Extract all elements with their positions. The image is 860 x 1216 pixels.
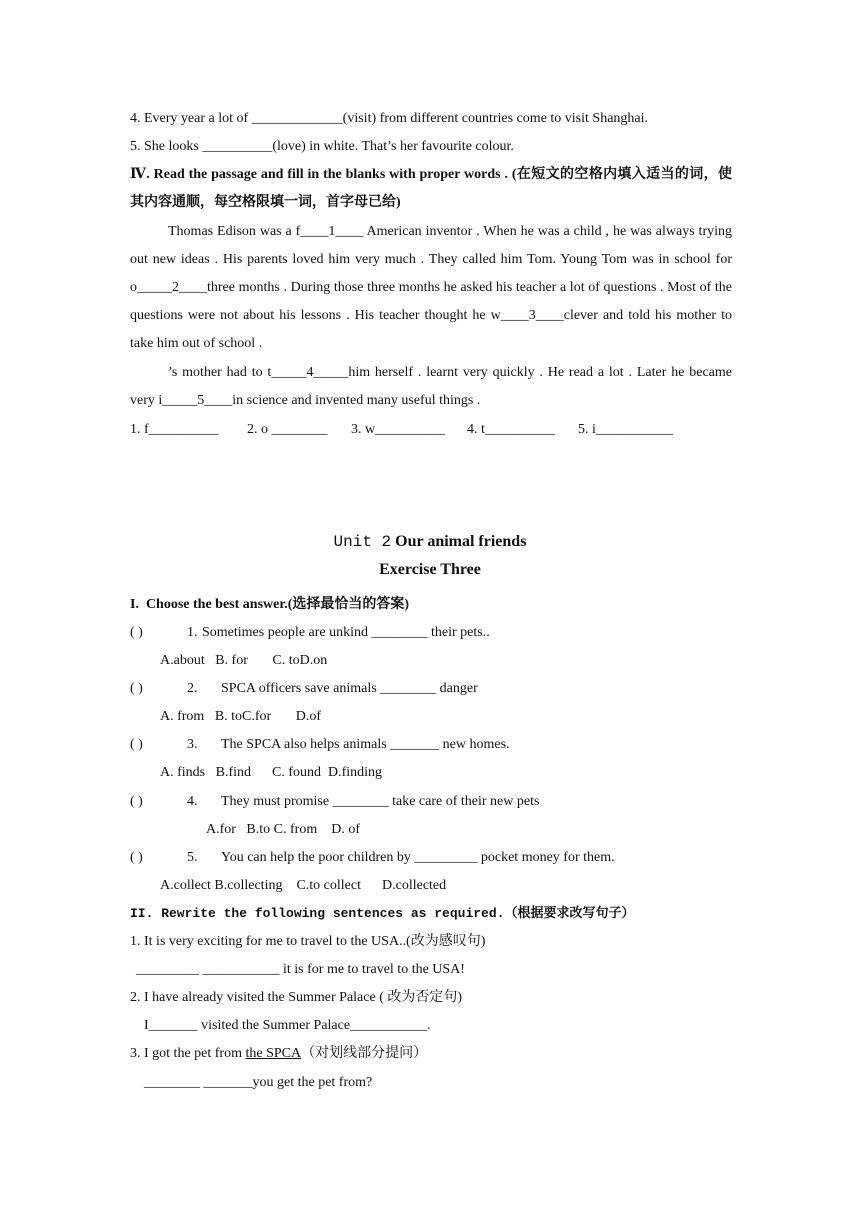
question-4: 4. Every year a lot of _____________(visit) from different countries come to visit Shanghai. <box>130 111 649 126</box>
passage-paragraph-1: Thomas Edison was a f____1____ American inventor . When he was a child , he was always trying out new ideas . His parents loved him very much . They called him Tom. Young Tom was in school for o_____2____three months . During those three months he asked his teacher a lot of questions . Most of the questions were not about his lessons . His teacher thought he w____3____clever and told his mother to take him out of school . <box>130 224 732 351</box>
answer-paren: ( ) <box>130 625 143 640</box>
question-options: A. from B. toC.for D.of <box>160 709 321 724</box>
question-text: You can help the poor children by _________ pocket money for them. <box>221 850 615 865</box>
question-text: Sometimes people are unkind ________ their pets.. <box>202 625 490 640</box>
answer-blank-1: 1. f__________ <box>130 422 219 437</box>
prompt-text: 3. I got the pet from <box>130 1046 246 1061</box>
answer-blank-3: 3. w__________ <box>351 422 446 437</box>
question-number: 5. <box>187 850 198 865</box>
section-2-heading: II. Rewrite the following sentences as required.（根据要求改写句子） <box>130 906 635 921</box>
section-4-heading: Ⅳ. Read the passage and fill in the blanks with proper words . (在短文的空格内填入适当的词，使其内容通顺，每空格限填一词，首字母已给) <box>130 167 732 210</box>
question-number: 1. <box>187 625 198 640</box>
question-options: A.collect B.collecting C.to collect D.collected <box>160 878 447 893</box>
answer-paren: ( ) <box>130 850 143 865</box>
question-text: They must promise ________ take care of their new pets <box>221 794 540 809</box>
answer-paren: ( ) <box>130 794 143 809</box>
question-options: A.about B. for C. toD.on <box>160 653 328 668</box>
answer-blank-4: 4. t__________ <box>467 422 555 437</box>
question-5: 5. She looks __________(love) in white. That’s her favourite colour. <box>130 139 514 154</box>
unit-label: Unit 2 <box>333 533 392 551</box>
question-text: SPCA officers save animals ________ danger <box>221 681 478 696</box>
rewrite-answer-2: I_______ visited the Summer Palace___________. <box>144 1018 431 1033</box>
question-options: A.for B.to C. from D. of <box>206 822 360 837</box>
question-number: 2. <box>187 681 198 696</box>
answer-blank-5: 5. i___________ <box>578 422 673 437</box>
prompt-instruction: （对划线部分提问） <box>301 1046 428 1061</box>
rewrite-answer-3: ________ _______you get the pet from? <box>144 1075 373 1090</box>
question-number: 3. <box>187 737 198 752</box>
section-1-heading: I. Choose the best answer.(选择最恰当的答案) <box>130 597 410 612</box>
question-options: A. finds B.find C. found D.finding <box>160 765 383 780</box>
question-text: The SPCA also helps animals _______ new homes. <box>221 737 510 752</box>
rewrite-prompt-2: 2. I have already visited the Summer Palace ( 改为否定句) <box>130 990 463 1005</box>
answer-paren: ( ) <box>130 681 143 696</box>
underlined-phrase: the SPCA <box>245 1046 302 1061</box>
unit-heading <box>0 528 860 556</box>
rewrite-prompt-1: 1. It is very exciting for me to travel to the USA..(改为感叹句) <box>130 934 486 949</box>
passage-paragraph-2: ’s mother had to t_____4_____him herself . learnt very quickly . He read a lot . Later he became very i_____5____in science and invented many useful things . <box>130 365 732 408</box>
rewrite-prompt-3 <box>130 1040 427 1068</box>
rewrite-answer-1: _________ ___________ it is for me to travel to the USA! <box>136 962 465 977</box>
unit-title: Our animal friends <box>395 533 527 550</box>
exercise-title: Exercise Three <box>379 561 481 578</box>
answer-paren: ( ) <box>130 737 143 752</box>
question-number: 4. <box>187 794 198 809</box>
answer-blank-2: 2. o ________ <box>247 422 328 437</box>
